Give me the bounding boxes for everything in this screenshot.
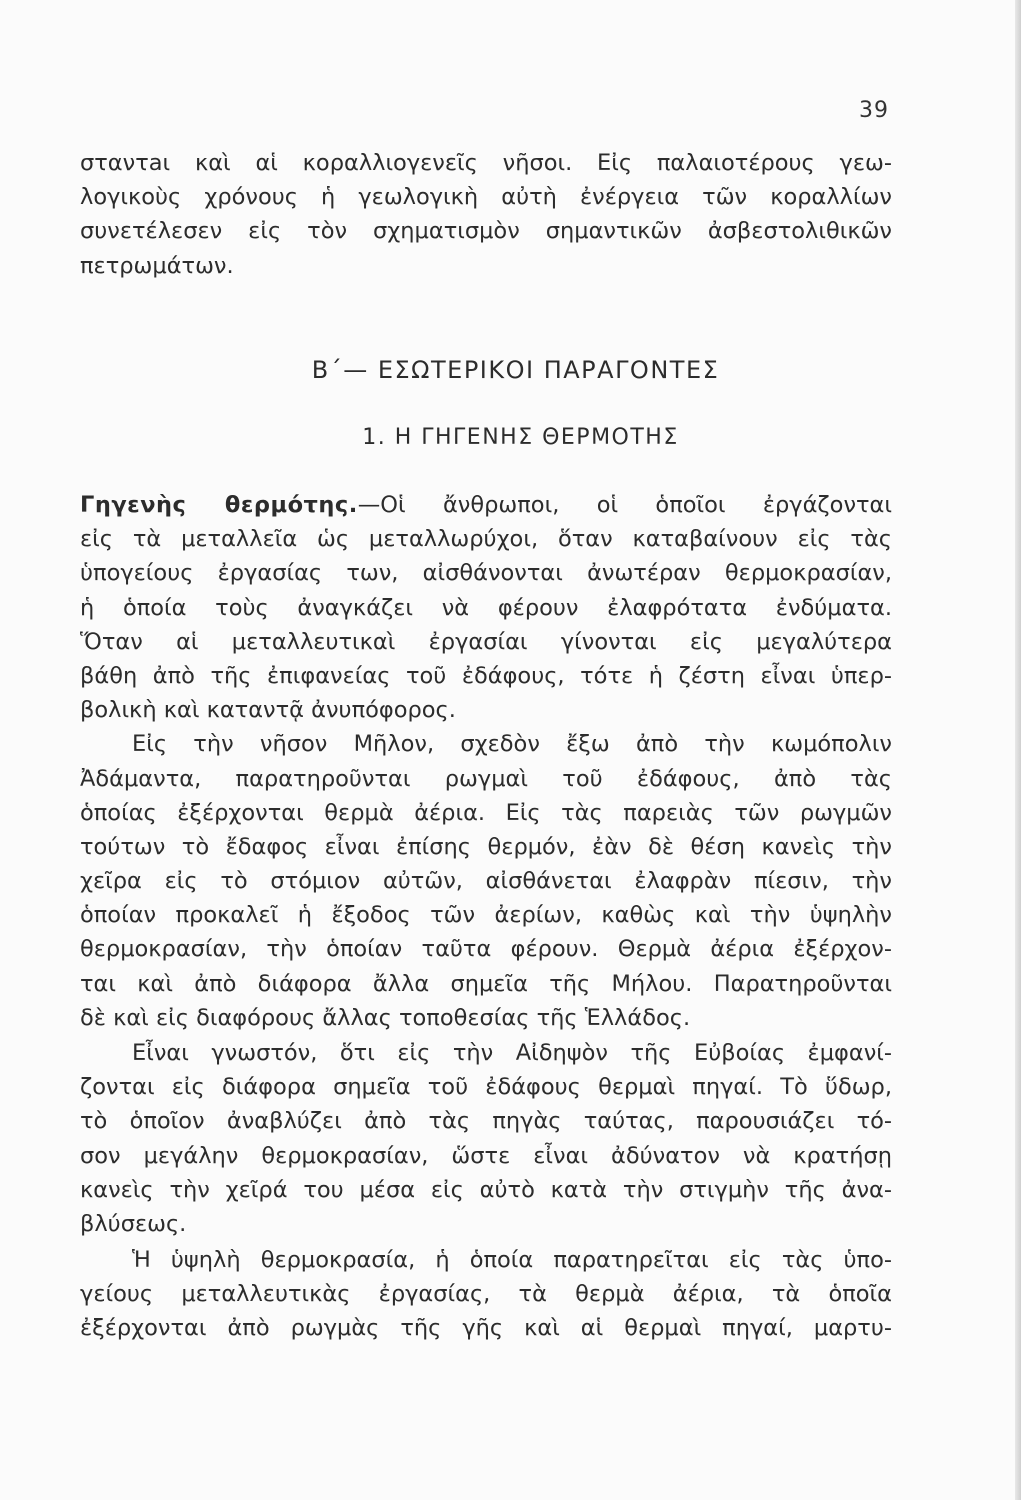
text-line: δὲ καὶ εἰς διαφόρους ἄλλας τοποθεσίας τῆς Ἑλλάδος.	[80, 1004, 691, 1031]
text-line: τὸ ὁποῖον ἀναβλύζει ἀπὸ τὰς πηγὰς ταύτας, παρουσιάζει τό-	[80, 1108, 892, 1135]
paragraph-geothermal	[80, 488, 892, 1035]
section-heading: Β΄— ΕΣΩΤΕΡΙΚΟΙ ΠΑΡΑΓΟΝΤΕΣ	[311, 356, 720, 384]
text-line-first	[80, 488, 892, 522]
text-line: θερμοκρασίαν, τὴν ὁποίαν ταῦτα φέρουν. Θερμὰ ἀέρια ἐξέρχον-	[80, 936, 892, 963]
text-line: εἰς τὰ μεταλλεῖα ὡς μεταλλωρύχοι, ὅταν καταβαίνουν εἰς τὰς	[80, 526, 892, 553]
paragraph-conclusion	[80, 1243, 892, 1346]
text-line: κανεὶς τὴν χεῖρά του μέσα εἰς αὐτὸ κατὰ τὴν στιγμὴν τῆς ἀνα-	[80, 1176, 892, 1203]
text-line: χεῖρα εἰς τὸ στόμιον αὐτῶν, αἰσθάνεται ἐλαφρὰν πίεσιν, τὴν	[80, 868, 892, 895]
subsection-heading: 1. Η ΓΗΓΕΝΗΣ ΘΕΡΜΟΤΗΣ	[362, 425, 679, 450]
text-line: βάθη ἀπὸ τῆς ἐπιφανείας τοῦ ἐδάφους, τότε ἡ ζέστη εἶναι ὑπερ-	[80, 662, 892, 689]
text-line: συνετέλεσεν εἰς τὸν σχηματισμὸν σημαντικῶν ἀσβεστολιθικῶν	[80, 218, 892, 245]
text-line: γείους μεταλλευτικὰς ἐργασίας, τὰ θερμὰ ἀέρια, τὰ ὁποῖα	[80, 1281, 892, 1308]
first-line-rest: —Οἱ ἄνθρωποι, οἱ ὁποῖοι ἐργάζονται	[357, 492, 892, 518]
paragraph-intro	[80, 146, 892, 283]
text-line: ὁποίαν προκαλεῖ ἡ ἔξοδος τῶν ἀερίων, καθὼς καὶ τὴν ὑψηλὴν	[80, 902, 892, 929]
page-number: 39	[859, 98, 889, 123]
text-line: σταντaι καὶ αἱ κοραλλιογενεῖς νῆσοι. Εἰς παλαιοτέρους γεω-	[80, 150, 892, 176]
text-line: Εἶναι γνωστόν, ὅτι εἰς τὴν Αἰδηψὸν τῆς Εὐβοίας ἐμφανί-	[132, 1040, 892, 1066]
text-line: ἐξέρχονται ἀπὸ ρωγμὰς τῆς γῆς καὶ αἱ θερμαὶ πηγαί, μαρτυ-	[80, 1315, 892, 1342]
text-line: ζονται εἰς διάφορα σημεῖα τοῦ ἐδάφους θερμαὶ πηγαί. Τὸ ὕδωρ,	[80, 1074, 892, 1101]
text-line: τούτων τὸ ἔδαφος εἶναι ἐπίσης θερμόν, ἐὰν δὲ θέση κανεὶς τὴν	[80, 833, 892, 860]
text-line: ται καὶ ἀπὸ διάφορα ἄλλα σημεῖα τῆς Μήλου. Παρατηροῦνται	[80, 970, 892, 997]
text-line: Ὅταν αἱ μεταλλευτικαὶ ἐργασίαι γίνονται εἰς μεγαλύτερα	[80, 628, 892, 655]
text-line: ἡ ὁποία τοὺς ἀναγκάζει νὰ φέρουν ἐλαφρότατα ἐνδύματα.	[80, 594, 892, 621]
run-in-title: Γηγενὴς θερμότης.	[80, 492, 358, 518]
text-line: βολικὴ καὶ καταντᾷ ἀνυπόφορος.	[80, 697, 456, 724]
text-line: λογικοὺς χρόνους ἡ γεωλογικὴ αὐτὴ ἐνέργεια τῶν κοραλλίων	[80, 184, 892, 211]
text-line: Εἰς τὴν νῆσον Μῆλον, σχεδὸν ἔξω ἀπὸ τὴν κωμόπολιν	[132, 731, 892, 758]
page-edge	[1015, 0, 1021, 1500]
text-line: σον μεγάλην θερμοκρασίαν, ὥστε εἶναι ἀδύνατον νὰ κρατήσῃ	[80, 1142, 892, 1169]
paragraph-aidipsos	[80, 1036, 892, 1241]
text-line: Ἀδάμαντα, παρατηροῦνται ρωγμαὶ τοῦ ἐδάφους, ἀπὸ τὰς	[80, 765, 892, 792]
text-line: πετρωμάτων.	[80, 252, 234, 279]
text-line: ὑπογείους ἐργασίας των, αἰσθάνονται ἀνωτέραν θερμοκρασίαν,	[80, 560, 892, 587]
text-line: Ἡ ὑψηλὴ θερμοκρασία, ἡ ὁποία παρατηρεῖται εἰς τὰς ὑπο-	[132, 1247, 892, 1273]
text-line: βλύσεως.	[80, 1210, 187, 1237]
text-line: ὁποίας ἐξέρχονται θερμὰ ἀέρια. Εἰς τὰς παρειὰς τῶν ρωγμῶν	[80, 799, 892, 826]
